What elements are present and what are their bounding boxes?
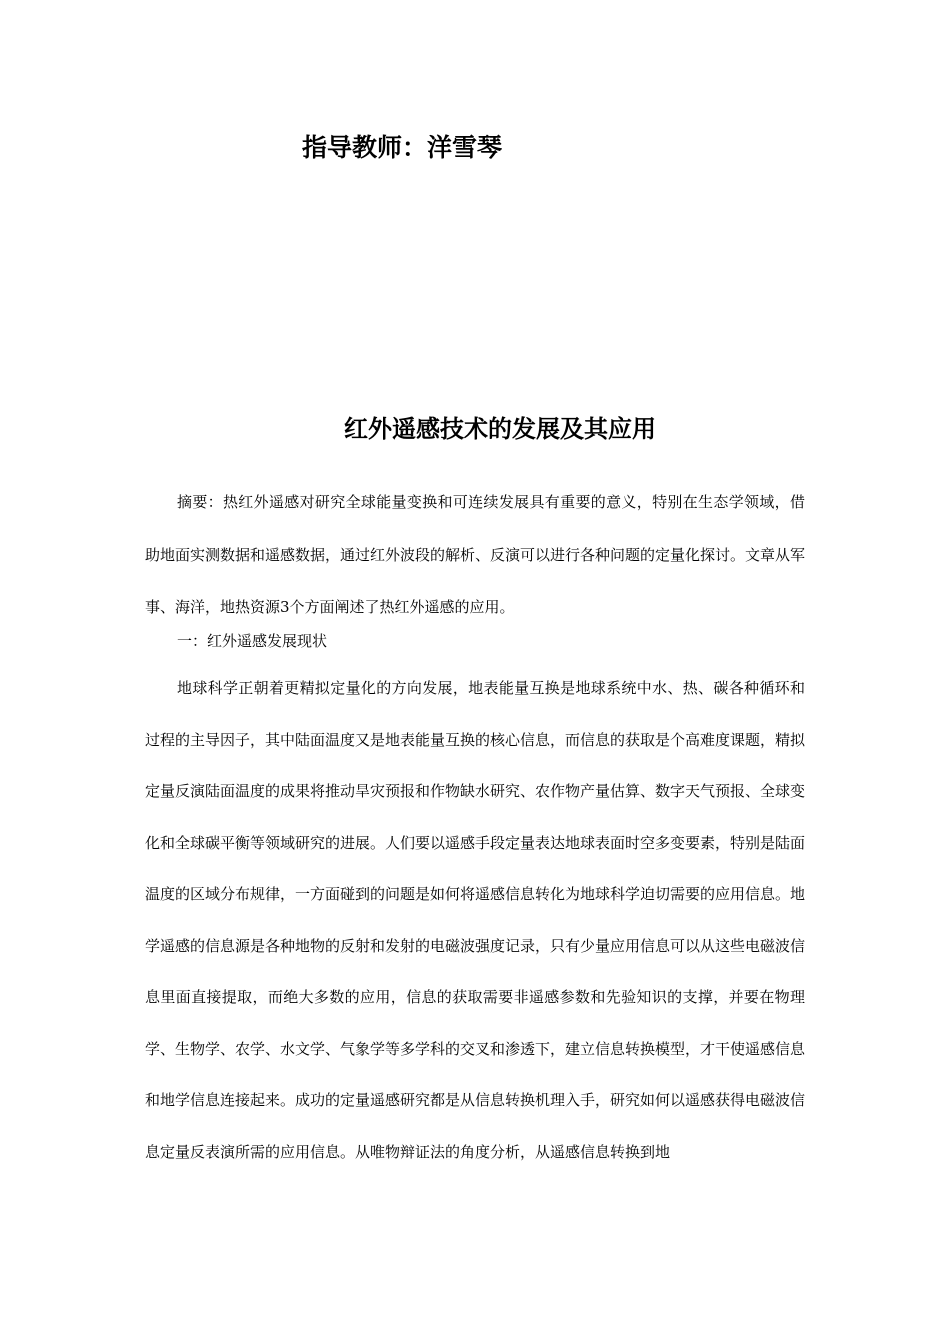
body-paragraph: 地球科学正朝着更精拟定量化的方向发展，地表能量互换是地球系统中水、热、碳各种循环和过程的主导因子，其中陆面温度又是地表能量互换的核心信息，而信息的获取是个高难度课题，精拟定量反演陆面温度的成果将推动旱灾预报和作物缺水研究、农作物产量估算、数字天气预报、全球变化和全球碳平衡等领域研究的进展。人们要以遥感手段定量表达地球表面时空多变要素，特别是陆面温度的区域分布规律，一方面碰到的问题是如何将遥感信息转化为地球科学迫切需要的应用信息。地学遥感的信息源是各种地物的反射和发射的电磁波强度记录，只有少量应用信息可以从这些电磁波信息里面直接提取，而绝大多数的应用，信息的获取需要非遥感参数和先验知识的支撑，并要在物理学、生物学、农学、水文学、气象学等多学科的交叉和渗透下，建立信息转换模型，才干使遥感信息和地学信息连接起来。成功的定量遥感研究都是从信息转换机理入手，研究如何以遥感获得电磁波信息定量反表演所需的应用信息。从唯物辩证法的角度分析，从遥感信息转换到地 bbox=[145, 679, 806, 1161]
article-title: 红外遥感技术的发展及其应用 bbox=[344, 415, 656, 443]
advisor-line: 指导教师：洋雪琴 bbox=[302, 133, 503, 162]
abstract-paragraph: 摘要：热红外遥感对研究全球能量变换和可连续发展具有重要的意义，特别在生态学领域，借助地面实测数据和遥感数据，通过红外波段的解析、反演可以进行各种问题的定量化探讨。文章从军事、海洋，地热资源3个方面阐述了热红外遥感的应用。 bbox=[145, 493, 806, 616]
section-heading: 一：红外遥感发展现状 bbox=[177, 632, 328, 650]
